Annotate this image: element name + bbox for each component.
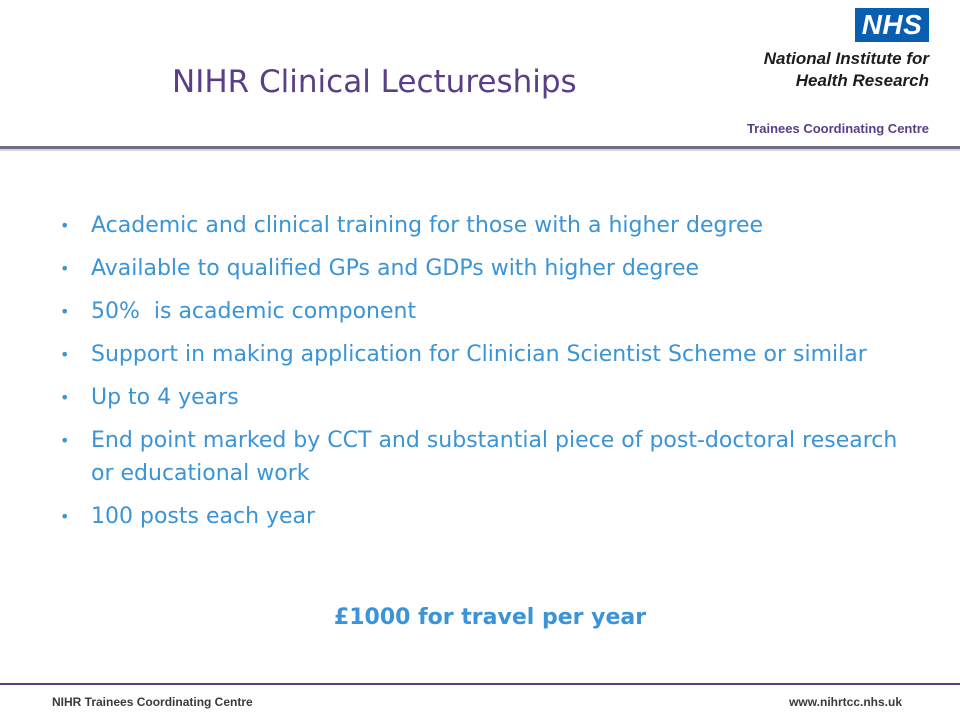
- bullet-item: [60, 424, 920, 490]
- travel-highlight: £1000 for travel per year: [333, 605, 647, 630]
- title-divider-shadow: [0, 149, 960, 151]
- bullet-item: [60, 295, 920, 328]
- footer-org-name: NIHR Trainees Coordinating Centre: [52, 695, 253, 709]
- footer-divider: [0, 683, 960, 685]
- bullet-icon: •: [60, 302, 70, 321]
- slide-title: NIHR Clinical Lectureships: [172, 64, 577, 100]
- bullet-text: Academic and clinical training for those with a higher degree: [91, 213, 764, 238]
- org-subtitle: Trainees Coordinating Centre: [746, 121, 929, 136]
- bullet-text: Available to qualified GPs and GDPs with higher degree: [91, 256, 700, 281]
- org-name-line-2: Health Research: [795, 71, 929, 90]
- bullet-text: End point marked by CCT and substantial piece of post-doctoral research or educational work: [91, 428, 898, 486]
- org-name: [764, 48, 929, 92]
- nhs-badge: NHS: [855, 8, 929, 42]
- bullet-text: 50% is academic component: [91, 299, 417, 324]
- bullet-item: [60, 381, 920, 414]
- bullet-item: [60, 209, 920, 242]
- bullet-item: [60, 252, 920, 285]
- bullet-text: Support in making application for Clinician Scientist Scheme or similar: [91, 342, 867, 367]
- bullet-item: [60, 338, 920, 371]
- bullet-icon: •: [60, 431, 70, 450]
- bullet-list: [60, 209, 920, 543]
- bullet-item: [60, 500, 920, 533]
- bullet-text: 100 posts each year: [91, 504, 316, 529]
- org-name-line-1: National Institute for: [763, 49, 929, 68]
- bullet-icon: •: [60, 216, 70, 235]
- bullet-icon: •: [60, 507, 70, 526]
- footer-website-link[interactable]: www.nihrtcc.nhs.uk: [789, 695, 902, 709]
- bullet-icon: •: [60, 388, 70, 407]
- bullet-text: Up to 4 years: [91, 385, 239, 410]
- bullet-icon: •: [60, 259, 70, 278]
- bullet-icon: •: [60, 345, 70, 364]
- nihr-logo: [711, 8, 929, 140]
